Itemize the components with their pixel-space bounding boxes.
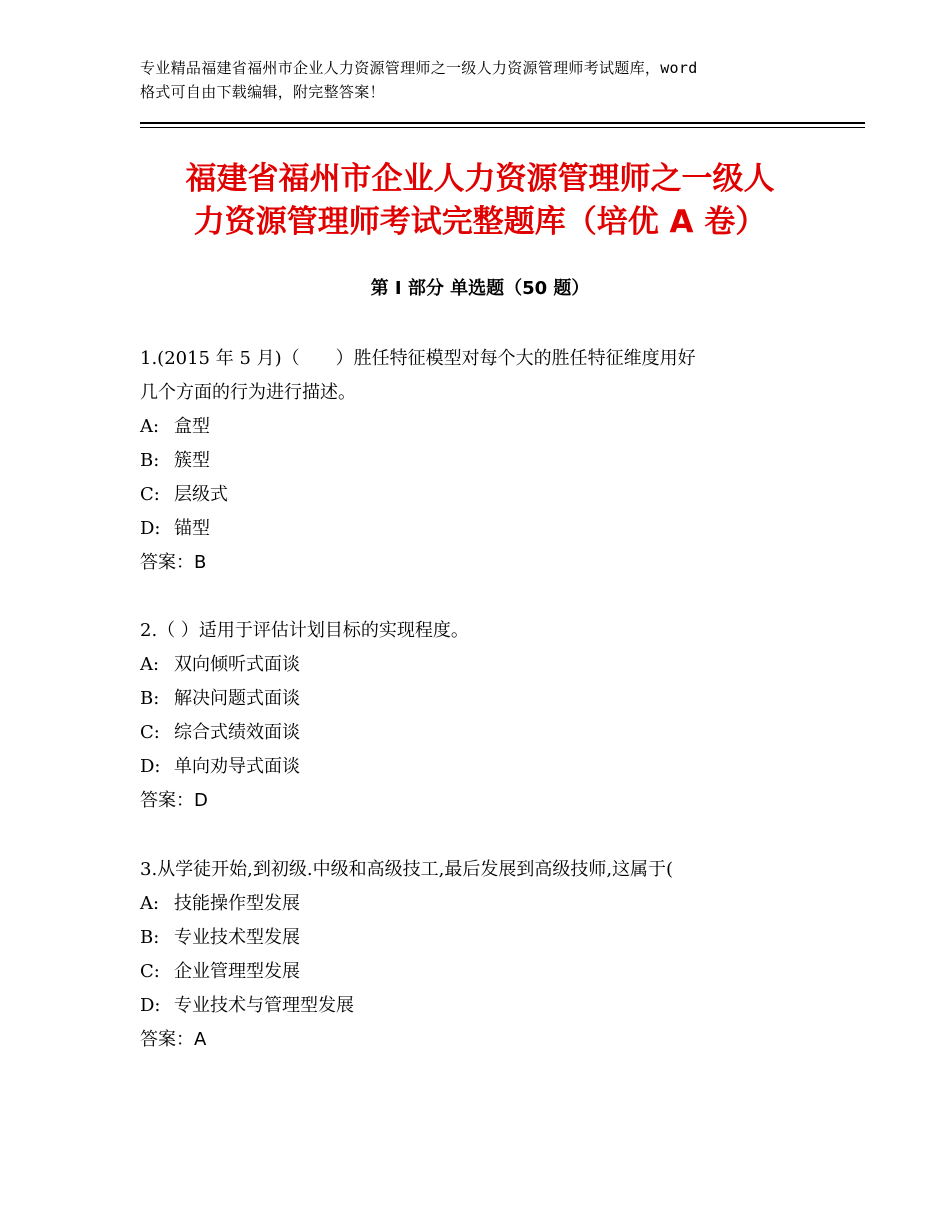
header-divider-thin: [140, 127, 865, 128]
option-text: 盒型: [174, 416, 210, 437]
option-b: [140, 921, 820, 955]
option-text: 专业技术型发展: [174, 927, 300, 948]
option-text: 锚型: [174, 518, 210, 539]
option-text: 解决问题式面谈: [174, 688, 300, 709]
option-letter: B:: [140, 927, 160, 948]
option-a: [140, 410, 820, 444]
question-stem-line: 3.从学徒开始,到初级.中级和高级技工,最后发展到高级技师,这属于(: [140, 859, 674, 880]
option-letter: B:: [140, 688, 160, 709]
option-text: 单向劝导式面谈: [174, 756, 300, 777]
option-letter: C:: [140, 484, 160, 505]
option-letter: D:: [140, 995, 161, 1016]
option-b: [140, 682, 820, 716]
option-d: [140, 989, 820, 1023]
question-stem: [140, 614, 820, 648]
answer-label: 答案：D: [140, 790, 208, 811]
section-heading: 第 I 部分 单选题（50 题）: [370, 278, 590, 299]
option-c: [140, 716, 820, 750]
question-3: [140, 853, 820, 1057]
option-d: [140, 750, 820, 784]
answer-label: 答案：A: [140, 1029, 207, 1050]
option-text: 综合式绩效面谈: [174, 722, 300, 743]
option-letter: A:: [140, 893, 160, 914]
option-text: 专业技术与管理型发展: [174, 995, 354, 1016]
option-letter: D:: [140, 756, 161, 777]
option-c: [140, 955, 820, 989]
question-stem: [140, 342, 820, 410]
question-stem-line: 几个方面的行为进行描述。: [140, 382, 356, 403]
option-letter: B:: [140, 450, 160, 471]
option-letter: C:: [140, 961, 160, 982]
option-text: 簇型: [174, 450, 210, 471]
option-text: 双向倾听式面谈: [174, 654, 300, 675]
header-divider-thick: [140, 122, 865, 124]
question-stem-line: 1.(2015 年 5 月)（ ）胜任特征模型对每个大的胜任特征维度用好: [140, 348, 696, 369]
option-c: [140, 478, 820, 512]
option-text: 企业管理型发展: [174, 961, 300, 982]
option-b: [140, 444, 820, 478]
option-text: 层级式: [174, 484, 228, 505]
answer-label: 答案：B: [140, 552, 207, 573]
document-title-line-1: 福建省福州市企业人力资源管理师之一级人: [185, 161, 775, 197]
option-letter: D:: [140, 518, 161, 539]
header-note-line-2: 格式可自由下载编辑，附完整答案！: [140, 83, 385, 101]
header-note-line-1: 专业精品福建省福州市企业人力资源管理师之一级人力资源管理师考试题库，word: [140, 59, 698, 77]
document-title: [140, 158, 820, 244]
question-stem: [140, 853, 820, 887]
option-a: [140, 887, 820, 921]
header-note: [140, 56, 840, 104]
question-2: [140, 614, 820, 818]
option-letter: C:: [140, 722, 160, 743]
document-title-line-2: 力资源管理师考试完整题库（培优 A 卷）: [193, 204, 767, 240]
question-1: [140, 342, 820, 580]
option-a: [140, 648, 820, 682]
option-text: 技能操作型发展: [174, 893, 300, 914]
option-letter: A:: [140, 654, 160, 675]
question-stem-line: 2.（ ）适用于评估计划目标的实现程度。: [140, 620, 469, 641]
option-d: [140, 512, 820, 546]
option-letter: A:: [140, 416, 160, 437]
